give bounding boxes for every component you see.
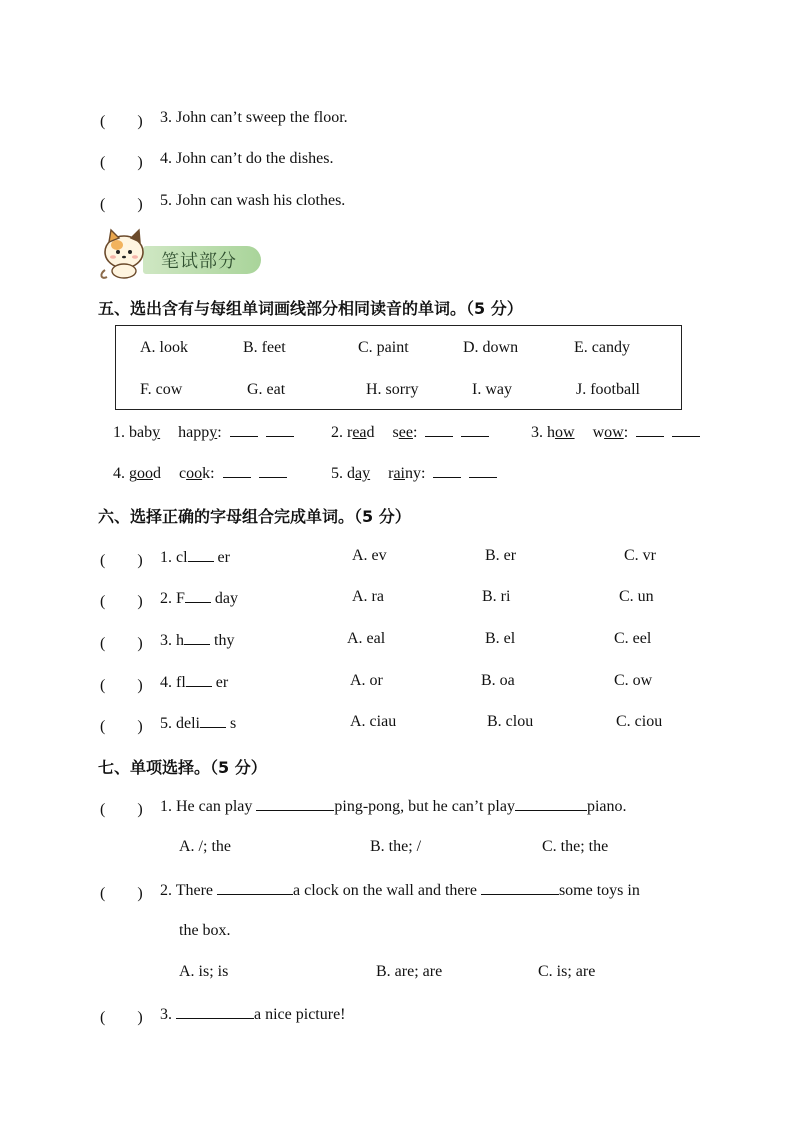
- word-stem: 3. h thy: [160, 632, 235, 649]
- cat-mascot-icon: [97, 228, 157, 280]
- answer-blank[interactable]: [266, 422, 294, 437]
- choice-b: B. ri: [482, 588, 511, 605]
- underlined-letters: oo: [186, 465, 203, 482]
- answer-blank[interactable]: [481, 880, 559, 895]
- question-text: 2. There a clock on the wall and there some toys in: [160, 882, 640, 899]
- choice-a: A. ev: [352, 547, 387, 564]
- options-box: [115, 325, 682, 410]
- section7-heading: 七、单项选择。（5 分）: [98, 758, 267, 777]
- word-part: r: [388, 465, 394, 482]
- answer-paren[interactable]: ( ): [100, 196, 143, 213]
- option-h: H. sorry: [366, 381, 419, 398]
- word-part: r: [347, 424, 353, 441]
- word-part: happ: [178, 424, 210, 441]
- option-f: F. cow: [140, 381, 183, 398]
- s5-question-5: [331, 463, 497, 484]
- s5-question-1: [113, 422, 294, 443]
- written-part-banner: [97, 228, 267, 278]
- choice-c: C. ow: [614, 672, 653, 689]
- answer-paren[interactable]: ( ): [100, 718, 143, 735]
- question-number: 2.: [331, 424, 347, 441]
- choice-b: B. oa: [481, 672, 515, 689]
- answer-paren[interactable]: ( ): [100, 154, 143, 171]
- answer-paren[interactable]: ( ): [100, 885, 143, 902]
- option-e: E. candy: [574, 339, 630, 356]
- word-part: bab: [129, 424, 153, 441]
- word-stem: 2. F day: [160, 590, 239, 607]
- answer-blank[interactable]: [515, 796, 587, 811]
- question-number: 3.: [531, 424, 547, 441]
- answer-blank[interactable]: [223, 463, 251, 478]
- underlined-letters: y: [209, 424, 218, 441]
- word-part: k:: [202, 465, 215, 482]
- choice-a: A. ra: [352, 588, 384, 605]
- answer-paren[interactable]: ( ): [100, 552, 143, 569]
- word-stem: 5. deli s: [160, 715, 237, 732]
- answer-blank[interactable]: [230, 422, 258, 437]
- s5-question-2: [331, 422, 489, 443]
- letter-blank[interactable]: [200, 713, 226, 728]
- answer-blank[interactable]: [433, 463, 461, 478]
- answer-paren[interactable]: ( ): [100, 113, 143, 130]
- word-part: c: [179, 465, 187, 482]
- choice-c: C. is; are: [538, 963, 596, 980]
- option-a: A. look: [140, 339, 188, 356]
- word-part: s: [392, 424, 399, 441]
- answer-blank[interactable]: [425, 422, 453, 437]
- banner-label: 笔试部分: [161, 251, 237, 272]
- choice-b: B. clou: [487, 713, 534, 730]
- answer-paren[interactable]: ( ): [100, 635, 143, 652]
- answer-paren[interactable]: ( ): [100, 1009, 143, 1026]
- choice-c: C. eel: [614, 630, 652, 647]
- underlined-letters: ay: [355, 465, 371, 482]
- option-d: D. down: [463, 339, 519, 356]
- letter-blank[interactable]: [186, 672, 212, 687]
- word-part: d: [366, 424, 375, 441]
- option-j: J. football: [576, 381, 640, 398]
- answer-paren[interactable]: ( ): [100, 801, 143, 818]
- answer-blank[interactable]: [469, 463, 497, 478]
- s5-question-4: [113, 463, 287, 484]
- word-part: h: [547, 424, 555, 441]
- choice-b: B. are; are: [376, 963, 443, 980]
- choice-b: B. el: [485, 630, 516, 647]
- word-part: d: [153, 465, 161, 482]
- word-part: :: [217, 424, 222, 441]
- option-b: B. feet: [243, 339, 286, 356]
- question-number: 5.: [331, 465, 347, 482]
- answer-blank[interactable]: [217, 880, 293, 895]
- letter-blank[interactable]: [188, 547, 214, 562]
- section5-heading: 五、选出含有与每组单词画线部分相同读音的单词。（5 分）: [98, 299, 523, 318]
- underlined-letters: oo: [137, 465, 153, 482]
- option-g: G. eat: [247, 381, 286, 398]
- answer-paren[interactable]: ( ): [100, 593, 143, 610]
- statement-text: 3. John can’t sweep the floor.: [160, 109, 348, 126]
- answer-paren[interactable]: ( ): [100, 677, 143, 694]
- letter-blank[interactable]: [184, 630, 210, 645]
- answer-blank[interactable]: [672, 422, 700, 437]
- answer-blank[interactable]: [461, 422, 489, 437]
- choice-c: C. vr: [624, 547, 656, 564]
- underlined-letters: ow: [555, 424, 575, 441]
- word-part: d: [347, 465, 355, 482]
- word-part: g: [129, 465, 137, 482]
- underlined-letters: ea: [352, 424, 367, 441]
- question-number: 4.: [113, 465, 129, 482]
- s5-question-3: [531, 422, 700, 443]
- option-i: I. way: [472, 381, 512, 398]
- word-stem: 1. cl er: [160, 549, 230, 566]
- letter-blank[interactable]: [185, 588, 211, 603]
- section6-heading: 六、选择正确的字母组合完成单词。（5 分）: [98, 507, 411, 526]
- question-text: 1. He can play ping-pong, but he can’t play piano.: [160, 798, 627, 815]
- choice-b: B. the; /: [370, 838, 422, 855]
- choice-c: C. ciou: [616, 713, 663, 730]
- choice-a: A. ciau: [350, 713, 397, 730]
- answer-blank[interactable]: [256, 796, 334, 811]
- choice-c: C. un: [619, 588, 654, 605]
- underlined-letters: ow: [604, 424, 624, 441]
- choice-a: A. is; is: [179, 963, 229, 980]
- choice-a: A. eal: [347, 630, 386, 647]
- word-part: ny:: [404, 465, 426, 482]
- underlined-letters: ai: [393, 465, 405, 482]
- choice-a: A. or: [350, 672, 383, 689]
- answer-blank[interactable]: [636, 422, 664, 437]
- question-number: 1.: [113, 424, 129, 441]
- statement-text: 4. John can’t do the dishes.: [160, 150, 334, 167]
- word-part: :: [623, 424, 629, 441]
- word-part: :: [412, 424, 418, 441]
- option-c: C. paint: [358, 339, 409, 356]
- choice-a: A. /; the: [179, 838, 231, 855]
- choice-b: B. er: [485, 547, 517, 564]
- question-text: 3. a nice picture!: [160, 1006, 346, 1023]
- statement-text: 5. John can wash his clothes.: [160, 192, 346, 209]
- choice-c: C. the; the: [542, 838, 609, 855]
- word-stem: 4. fl er: [160, 674, 229, 691]
- underlined-letters: y: [152, 424, 161, 441]
- answer-blank[interactable]: [259, 463, 287, 478]
- question-text-continued: the box.: [179, 922, 231, 939]
- answer-blank[interactable]: [176, 1004, 254, 1019]
- word-part: w: [592, 424, 605, 441]
- underlined-letters: ee: [398, 424, 413, 441]
